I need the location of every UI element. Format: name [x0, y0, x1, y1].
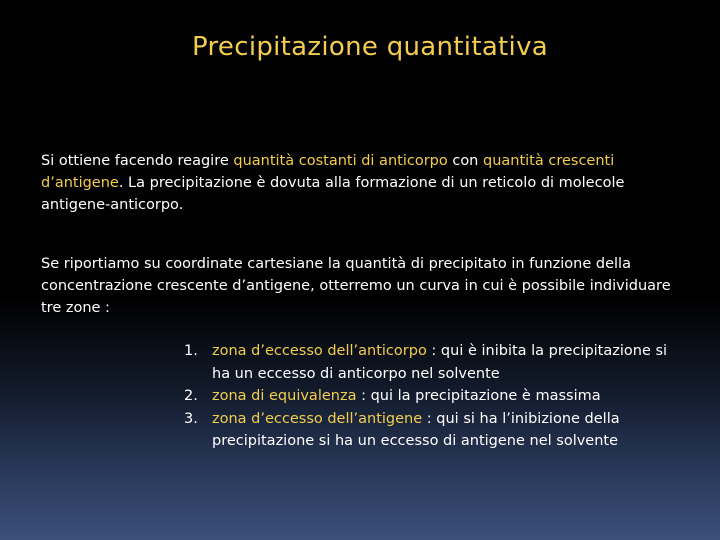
intro-paragraph [41, 150, 691, 216]
slide-title: Precipitazione quantitativa [191, 32, 548, 62]
zones-list [184, 340, 684, 453]
zone-name: zona d’eccesso dell’antigene [212, 410, 423, 427]
list-number: 3. [184, 410, 198, 427]
intro-text-1: Si ottiene facendo reagire [41, 153, 234, 169]
list-number: 1. [184, 343, 198, 359]
intro-text-3: . La precipitazione è dovuta alla formazione di un reticolo di molecole antigene-anticorpo. [41, 175, 625, 213]
zone-name: zona di equivalenza [212, 388, 357, 404]
intro-text-2: con [447, 153, 483, 169]
curve-paragraph: Se riportiamo su coordinate cartesiane la quantità di precipitato in funzione della concentrazione crescente d’antigene, otterremo un curva in cui è possibile individuare tre zone : [41, 256, 671, 316]
zone-name: zona d’eccesso dell’anticorpo [212, 343, 427, 359]
list-item [184, 408, 684, 453]
highlight-constant-antibody: quantità costanti di anticorpo [233, 153, 448, 169]
zone-description: : qui si ha l’inibizione della precipitazione si ha un eccesso di antigene nel solvente [212, 410, 620, 449]
zone-description: : qui è inibita la precipitazione si ha un eccesso di anticorpo nel solvente [212, 343, 668, 382]
list-item [184, 385, 684, 408]
zone-description: : qui la precipitazione è massima [356, 388, 601, 404]
list-item [184, 340, 684, 385]
highlight-increasing-antigen: quantità crescenti d’antigene [41, 153, 615, 191]
list-number: 2. [184, 388, 198, 404]
